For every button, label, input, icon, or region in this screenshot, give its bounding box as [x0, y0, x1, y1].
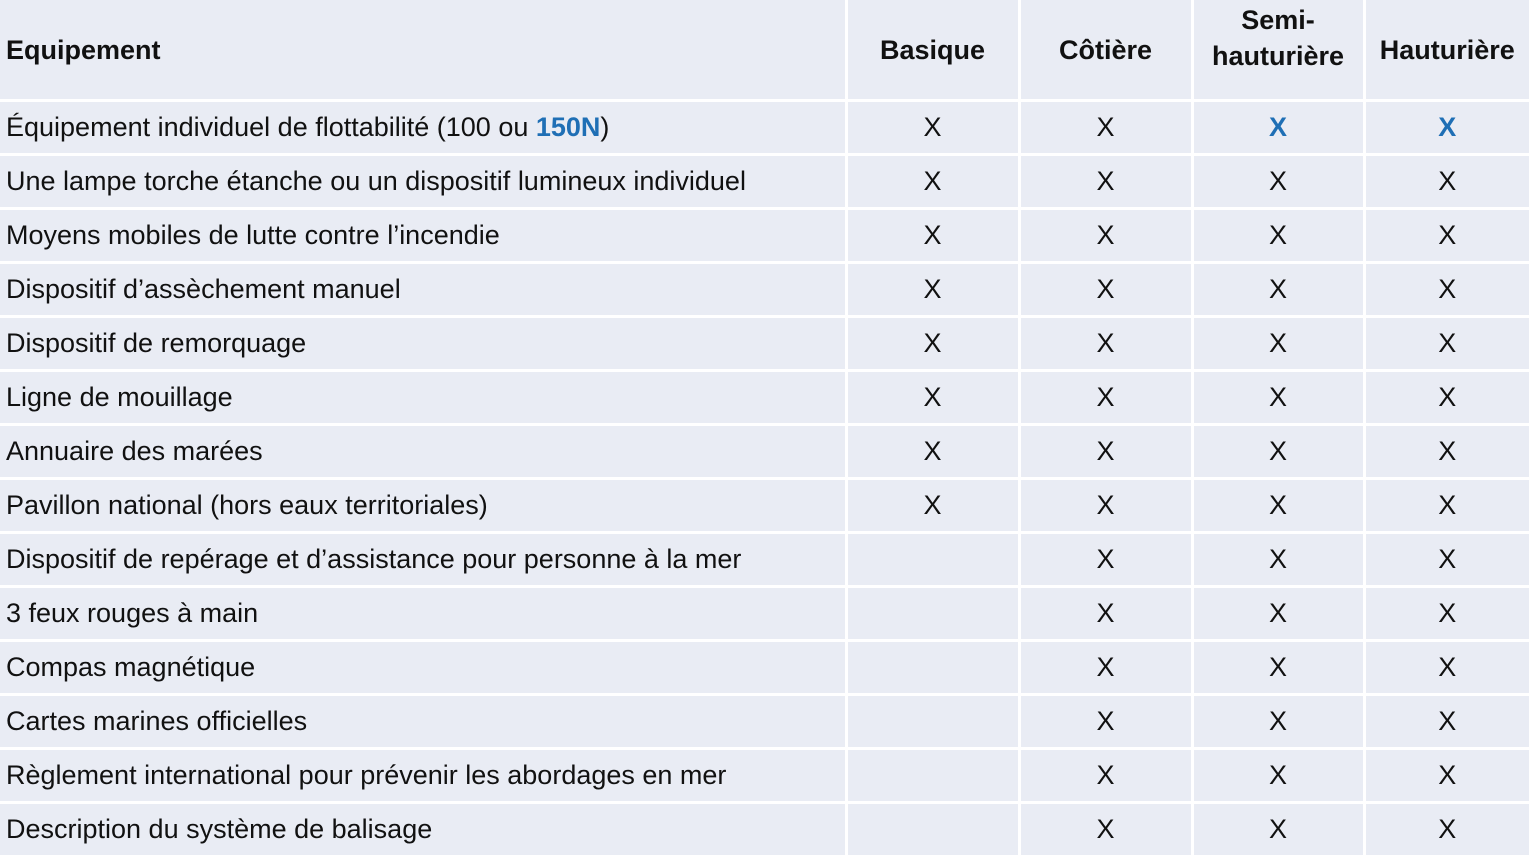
table-row: [0, 749, 1529, 803]
equipment-label-text: ): [600, 112, 610, 142]
equipment-label-highlight: 150N: [535, 112, 601, 142]
cell-semi-hauturiere: X: [1192, 101, 1364, 155]
cell-semi-hauturiere: X: [1192, 209, 1364, 263]
cell-basique: [846, 749, 1019, 803]
cell-basique: [846, 587, 1019, 641]
cell-semi-hauturiere: X: [1192, 263, 1364, 317]
table-row: [0, 263, 1529, 317]
table-row: [0, 533, 1529, 587]
cell-cotiere: X: [1019, 101, 1192, 155]
cell-basique: [846, 803, 1019, 857]
cell-semi-hauturiere: X: [1192, 803, 1364, 857]
cell-cotiere: X: [1019, 803, 1192, 857]
cell-semi-hauturiere: X: [1192, 587, 1364, 641]
cell-semi-hauturiere: X: [1192, 155, 1364, 209]
table-row: [0, 695, 1529, 749]
cell-hauturiere: X: [1364, 803, 1529, 857]
cell-hauturiere: X: [1364, 155, 1529, 209]
cell-basique: X: [846, 101, 1019, 155]
cell-hauturiere: X: [1364, 749, 1529, 803]
cell-cotiere: X: [1019, 533, 1192, 587]
header-basique: Basique: [846, 0, 1019, 101]
cell-semi-hauturiere: X: [1192, 425, 1364, 479]
equipment-label: [0, 101, 846, 155]
cell-basique: [846, 641, 1019, 695]
equipment-label: Compas magnétique: [0, 641, 846, 695]
cell-hauturiere: X: [1364, 263, 1529, 317]
cell-cotiere: X: [1019, 479, 1192, 533]
table-row: [0, 371, 1529, 425]
cell-basique: X: [846, 371, 1019, 425]
cell-cotiere: X: [1019, 587, 1192, 641]
equipment-label: Annuaire des marées: [0, 425, 846, 479]
cell-cotiere: X: [1019, 425, 1192, 479]
cell-basique: X: [846, 209, 1019, 263]
cell-hauturiere: X: [1364, 371, 1529, 425]
equipment-label: Dispositif d’assèchement manuel: [0, 263, 846, 317]
cell-hauturiere: X: [1364, 317, 1529, 371]
cell-cotiere: X: [1019, 695, 1192, 749]
cell-basique: X: [846, 263, 1019, 317]
cell-cotiere: X: [1019, 749, 1192, 803]
equipment-label: Moyens mobiles de lutte contre l’incendie: [0, 209, 846, 263]
cell-cotiere: X: [1019, 641, 1192, 695]
cell-hauturiere: X: [1364, 425, 1529, 479]
cell-semi-hauturiere: X: [1192, 749, 1364, 803]
table-row: [0, 803, 1529, 857]
cell-cotiere: X: [1019, 155, 1192, 209]
header-hauturiere: Hauturière: [1364, 0, 1529, 101]
cell-semi-hauturiere: X: [1192, 371, 1364, 425]
table-row: [0, 209, 1529, 263]
cell-basique: X: [846, 155, 1019, 209]
cell-hauturiere: X: [1364, 479, 1529, 533]
header-semi-hauturiere: Semi- hauturière: [1192, 0, 1364, 101]
equipment-label: Règlement international pour prévenir les abordages en mer: [0, 749, 846, 803]
header-equipement: Equipement: [0, 0, 846, 101]
table-row: [0, 155, 1529, 209]
cell-hauturiere: X: [1364, 209, 1529, 263]
equipment-label: Une lampe torche étanche ou un dispositif lumineux individuel: [0, 155, 846, 209]
cell-cotiere: X: [1019, 317, 1192, 371]
cell-semi-hauturiere: X: [1192, 641, 1364, 695]
cell-semi-hauturiere: X: [1192, 479, 1364, 533]
equipment-label: Dispositif de repérage et d’assistance pour personne à la mer: [0, 533, 846, 587]
cell-basique: [846, 533, 1019, 587]
cell-basique: [846, 695, 1019, 749]
cell-basique: X: [846, 479, 1019, 533]
equipment-label: Dispositif de remorquage: [0, 317, 846, 371]
cell-semi-hauturiere: X: [1192, 695, 1364, 749]
cell-basique: X: [846, 425, 1019, 479]
equipment-label: 3 feux rouges à main: [0, 587, 846, 641]
table-row: [0, 641, 1529, 695]
header-row: [0, 0, 1529, 101]
cell-hauturiere: X: [1364, 641, 1529, 695]
cell-cotiere: X: [1019, 209, 1192, 263]
cell-cotiere: X: [1019, 263, 1192, 317]
header-cotiere: Côtière: [1019, 0, 1192, 101]
cell-basique: X: [846, 317, 1019, 371]
cell-hauturiere: X: [1364, 587, 1529, 641]
table-row: [0, 479, 1529, 533]
equipment-label: Pavillon national (hors eaux territoriales): [0, 479, 846, 533]
table-row: [0, 317, 1529, 371]
cell-semi-hauturiere: X: [1192, 533, 1364, 587]
equipment-label-text: Équipement individuel de flottabilité (100 ou: [6, 112, 536, 142]
cell-hauturiere: X: [1364, 101, 1529, 155]
equipment-label: Description du système de balisage: [0, 803, 846, 857]
cell-cotiere: X: [1019, 371, 1192, 425]
cell-semi-hauturiere: X: [1192, 317, 1364, 371]
table-row: [0, 425, 1529, 479]
table-row: [0, 587, 1529, 641]
table-row: [0, 101, 1529, 155]
equipment-label: Ligne de mouillage: [0, 371, 846, 425]
cell-hauturiere: X: [1364, 695, 1529, 749]
cell-hauturiere: X: [1364, 533, 1529, 587]
equipment-label: Cartes marines officielles: [0, 695, 846, 749]
